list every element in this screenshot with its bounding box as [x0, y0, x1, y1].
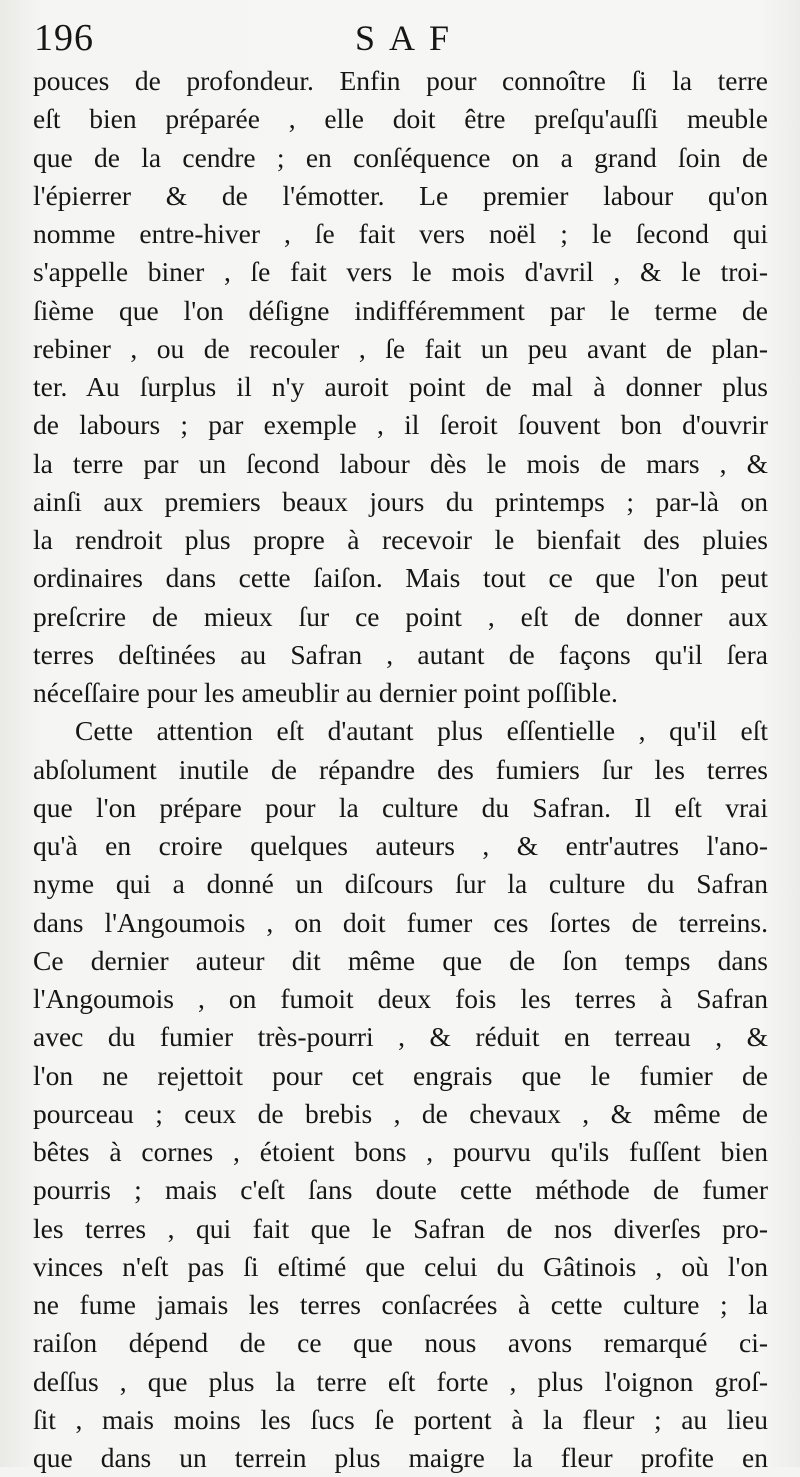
text-line: eſt bien préparée , elle doit être preſqu'auſſi meuble [33, 103, 768, 135]
text-line: pourris ; mais c'eſt ſans doute cette méthode de fumer [33, 1174, 768, 1206]
body-text [33, 62, 768, 1477]
text-line: bêtes à cornes , étoient bons , pourvu qu'ils fuſſent bien [33, 1136, 768, 1167]
text-line: avec du fumier très-pourri , & réduit en terreau , & [33, 1021, 768, 1053]
text-line: s'appelle biner , ſe fait vers le mois d'avril , & le troi- [33, 256, 768, 288]
text-line: Ce dernier auteur dit même que de ſon temps dans [33, 944, 768, 976]
text-line: terres deſtinées au Safran , autant de façons qu'il ſera [33, 638, 768, 670]
text-line: l'épierrer & de l'émotter. Le premier labour qu'on [33, 179, 768, 211]
text-line: pouces de profondeur. Enfin pour connoître ſi la terre [33, 65, 768, 96]
text-line: la rendroit plus propre à recevoir le bienfait des pluies [33, 524, 768, 555]
text-line: deſſus , que plus la terre eſt forte , plus l'oignon groſ- [33, 1365, 768, 1397]
text-line: ne fume jamais les terres conſacrées à cette culture ; la [33, 1289, 768, 1320]
text-line: les terres , qui fait que le Safran de nos diverſes pro- [33, 1212, 768, 1244]
text-line: ainſi aux premiers beaux jours du printemps ; par-là on [33, 485, 768, 517]
text-line: la terre par un ſecond labour dès le mois de mars , & [33, 447, 768, 479]
text-line: que l'on prépare pour la culture du Safran. Il eſt vrai [33, 791, 768, 823]
text-line: vinces n'eſt pas ſi eſtimé que celui du Gâtinois , où l'on [33, 1250, 768, 1282]
running-title: SAF [355, 18, 464, 58]
text-line: qu'à en croire quelques auteurs , & entr'autres l'ano- [33, 830, 768, 861]
text-line: dans l'Angoumois , on doit fumer ces ſortes de terreins. [33, 906, 768, 938]
paragraph [33, 712, 768, 1477]
text-line: preſcrire de mieux ſur ce point , eſt de donner aux [33, 600, 768, 632]
text-line: ter. Au ſurplus il n'y auroit point de mal à donner plus [33, 371, 768, 402]
text-line: ſit , mais moins les ſucs ſe portent à la fleur ; au lieu [33, 1403, 768, 1435]
text-line: Cette attention eſt d'autant plus eſſentielle , qu'il eſt [75, 715, 768, 747]
text-line: raiſon dépend de ce que nous avons remarqué ci- [33, 1327, 768, 1359]
text-line: que dans un terrein plus maigre la fleur profite en [33, 1442, 768, 1473]
text-line: néceſſaire pour les ameublir au dernier point poſſible. [33, 677, 618, 708]
text-line: ordinaires dans cette ſaiſon. Mais tout ce que l'on peut [33, 562, 768, 594]
text-line: ſième que l'on déſigne indifféremment par le terme de [33, 294, 768, 326]
text-line: l'Angoumois , on fumoit deux fois les terres à Safran [33, 983, 768, 1014]
text-line: que de la cendre ; en conſéquence on a grand ſoin de [33, 141, 768, 173]
text-line: nyme qui a donné un diſcours ſur la culture du Safran [33, 868, 768, 900]
text-line: nomme entre-hiver , ſe fait vers noël ; le ſecond qui [33, 218, 768, 249]
text-line: l'on ne rejettoit pour cet engrais que le fumier de [33, 1059, 768, 1091]
text-line: pourceau ; ceux de brebis , de chevaux , & même de [33, 1097, 768, 1129]
text-line: abſolument inutile de répandre des fumiers ſur les terres [33, 753, 768, 785]
paragraph [33, 62, 768, 712]
page-number: 196 [34, 17, 94, 59]
text-line: de labours ; par exemple , il ſeroit ſouvent bon d'ouvrir [33, 409, 768, 441]
text-line: rebiner , ou de recouler , ſe fait un peu avant de plan- [33, 332, 768, 364]
